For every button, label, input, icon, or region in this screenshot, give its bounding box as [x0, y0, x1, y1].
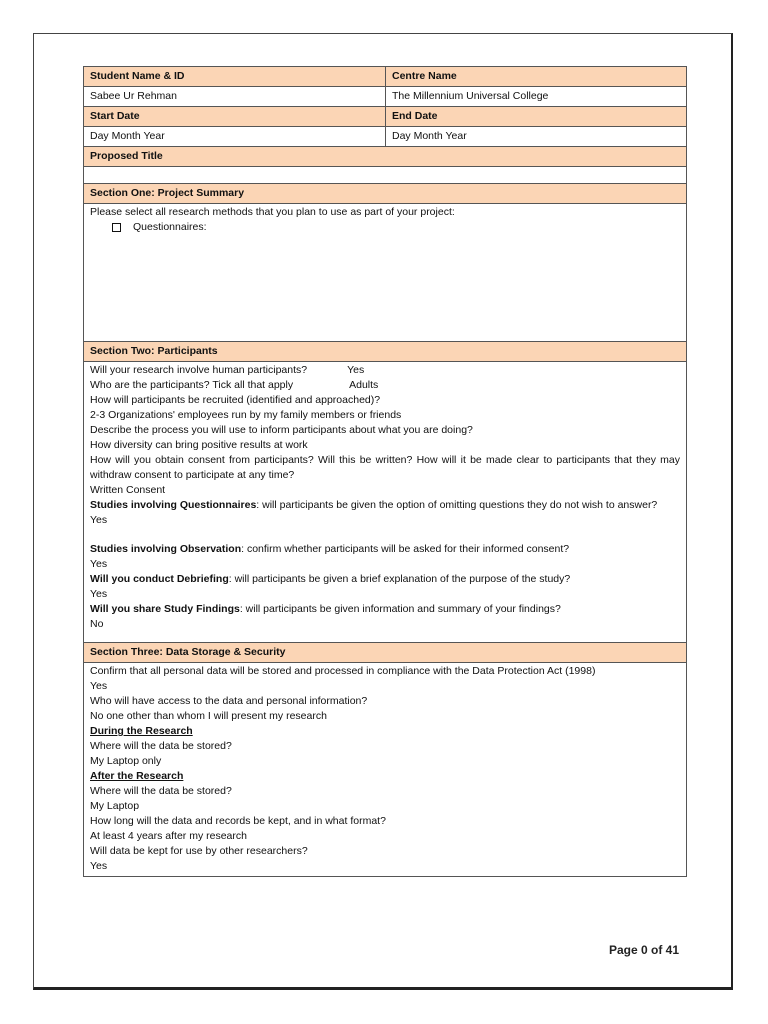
- end-date-label: End Date: [392, 110, 438, 122]
- s2-a9: No: [90, 618, 104, 630]
- s2-q6-bold: Studies involving Questionnaires: [90, 499, 257, 511]
- s3-a6: Yes: [90, 860, 108, 872]
- centre-name-label: Centre Name: [392, 70, 457, 82]
- s3-a3: My Laptop only: [90, 755, 162, 767]
- s3-a1: Yes: [90, 680, 108, 692]
- student-name-value[interactable]: Sabee Ur Rehman: [84, 87, 386, 106]
- s3-q1: Confirm that all personal data will be stored and processed in compliance with the Data Protection Act (1998): [90, 665, 596, 677]
- end-date-value[interactable]: Day Month Year: [392, 130, 467, 142]
- s2-q7-bold: Studies involving Observation: [90, 543, 242, 555]
- header-row-1: [84, 67, 686, 87]
- s2-q4: Describe the process you will use to inform participants about what you are doing?: [90, 424, 473, 436]
- questionnaires-option[interactable]: [90, 220, 680, 235]
- s2-q9: [90, 602, 680, 617]
- s3-a4: My Laptop: [90, 800, 140, 812]
- page-number: Page 0 of 41: [608, 943, 679, 957]
- s2-a4: How diversity can bring positive results at work: [90, 439, 308, 451]
- s3-q3: Where will the data be stored?: [90, 740, 232, 752]
- s2-q8: [90, 572, 680, 587]
- s2-q8-bold: Will you conduct Debriefing: [90, 573, 229, 585]
- section-two-body: [84, 362, 686, 643]
- s2-a3: 2-3 Organizations' employees run by my family members or friends: [90, 409, 402, 421]
- start-date-value[interactable]: Day Month Year: [84, 127, 386, 146]
- section-one-body: [84, 204, 686, 342]
- s2-q7: [90, 542, 680, 557]
- s3-q6: Will data be kept for use by other researchers?: [90, 845, 308, 857]
- student-name-label: Student Name & ID: [84, 67, 386, 86]
- section-one-header: [84, 184, 686, 204]
- s2-a7: Yes: [90, 558, 108, 570]
- s3-a2: No one other than whom I will present my research: [90, 710, 327, 722]
- section-three-body: [84, 663, 686, 876]
- section-one-title: Section One: Project Summary: [90, 187, 245, 199]
- checkbox-icon[interactable]: [112, 223, 121, 232]
- s2-q8-rest: : will participants be given a brief explanation of the purpose of the study?: [228, 573, 571, 585]
- s3-a5: At least 4 years after my research: [90, 830, 247, 842]
- after-research-heading: After the Research: [90, 770, 184, 782]
- s2-q2: Who are the participants? Tick all that apply: [90, 379, 294, 391]
- proposal-form-table: [83, 66, 687, 877]
- proposed-title-row: [84, 147, 686, 167]
- spacer: [90, 632, 680, 640]
- s2-q6-rest: : will participants be given the option of omitting questions they do not wish to answer?: [256, 499, 658, 511]
- proposed-title-label: Proposed Title: [90, 150, 163, 162]
- s2-q6: [90, 498, 680, 513]
- s2-a2: Adults: [349, 379, 379, 391]
- s2-a5: Written Consent: [90, 484, 166, 496]
- s2-q1: Will your research involve human participants?: [90, 364, 308, 376]
- s3-q4: Where will the data be stored?: [90, 785, 232, 797]
- proposed-title-value-row: [84, 167, 686, 184]
- s2-line-1: [90, 363, 680, 378]
- during-research-heading: During the Research: [90, 725, 193, 737]
- s2-a1: Yes: [347, 364, 365, 376]
- s3-q2: Who will have access to the data and personal information?: [90, 695, 368, 707]
- s3-q5: How long will the data and records be kept, and in what format?: [90, 815, 386, 827]
- s2-q7-rest: : confirm whether participants will be asked for their informed consent?: [241, 543, 570, 555]
- value-row-2: [84, 127, 686, 147]
- proposed-title-value[interactable]: [84, 167, 686, 183]
- value-row-1: [84, 87, 686, 107]
- s2-a8: Yes: [90, 588, 108, 600]
- s2-q5: How will you obtain consent from participants? Will this be written? How will it be made clear to participants that they may withdraw consent to participate at any time?: [90, 454, 680, 481]
- research-methods-prompt: Please select all research methods that you plan to use as part of your project:: [90, 206, 455, 218]
- centre-name-value[interactable]: The Millennium Universal College: [392, 90, 549, 102]
- section-three-header: [84, 643, 686, 663]
- s2-line-2: [90, 378, 680, 393]
- header-row-2: [84, 107, 686, 127]
- s2-q9-rest: : will participants be given information and summary of your findings?: [239, 603, 561, 615]
- s2-q3: How will participants be recruited (identified and approached)?: [90, 394, 381, 406]
- s2-a6: Yes: [90, 514, 108, 526]
- spacer: [90, 528, 680, 542]
- questionnaires-label: Questionnaires:: [133, 221, 207, 233]
- s2-q9-bold: Will you share Study Findings: [90, 603, 240, 615]
- section-two-title: Section Two: Participants: [90, 345, 218, 357]
- section-two-header: [84, 342, 686, 362]
- section-three-title: Section Three: Data Storage & Security: [90, 646, 286, 658]
- start-date-label: Start Date: [84, 107, 386, 126]
